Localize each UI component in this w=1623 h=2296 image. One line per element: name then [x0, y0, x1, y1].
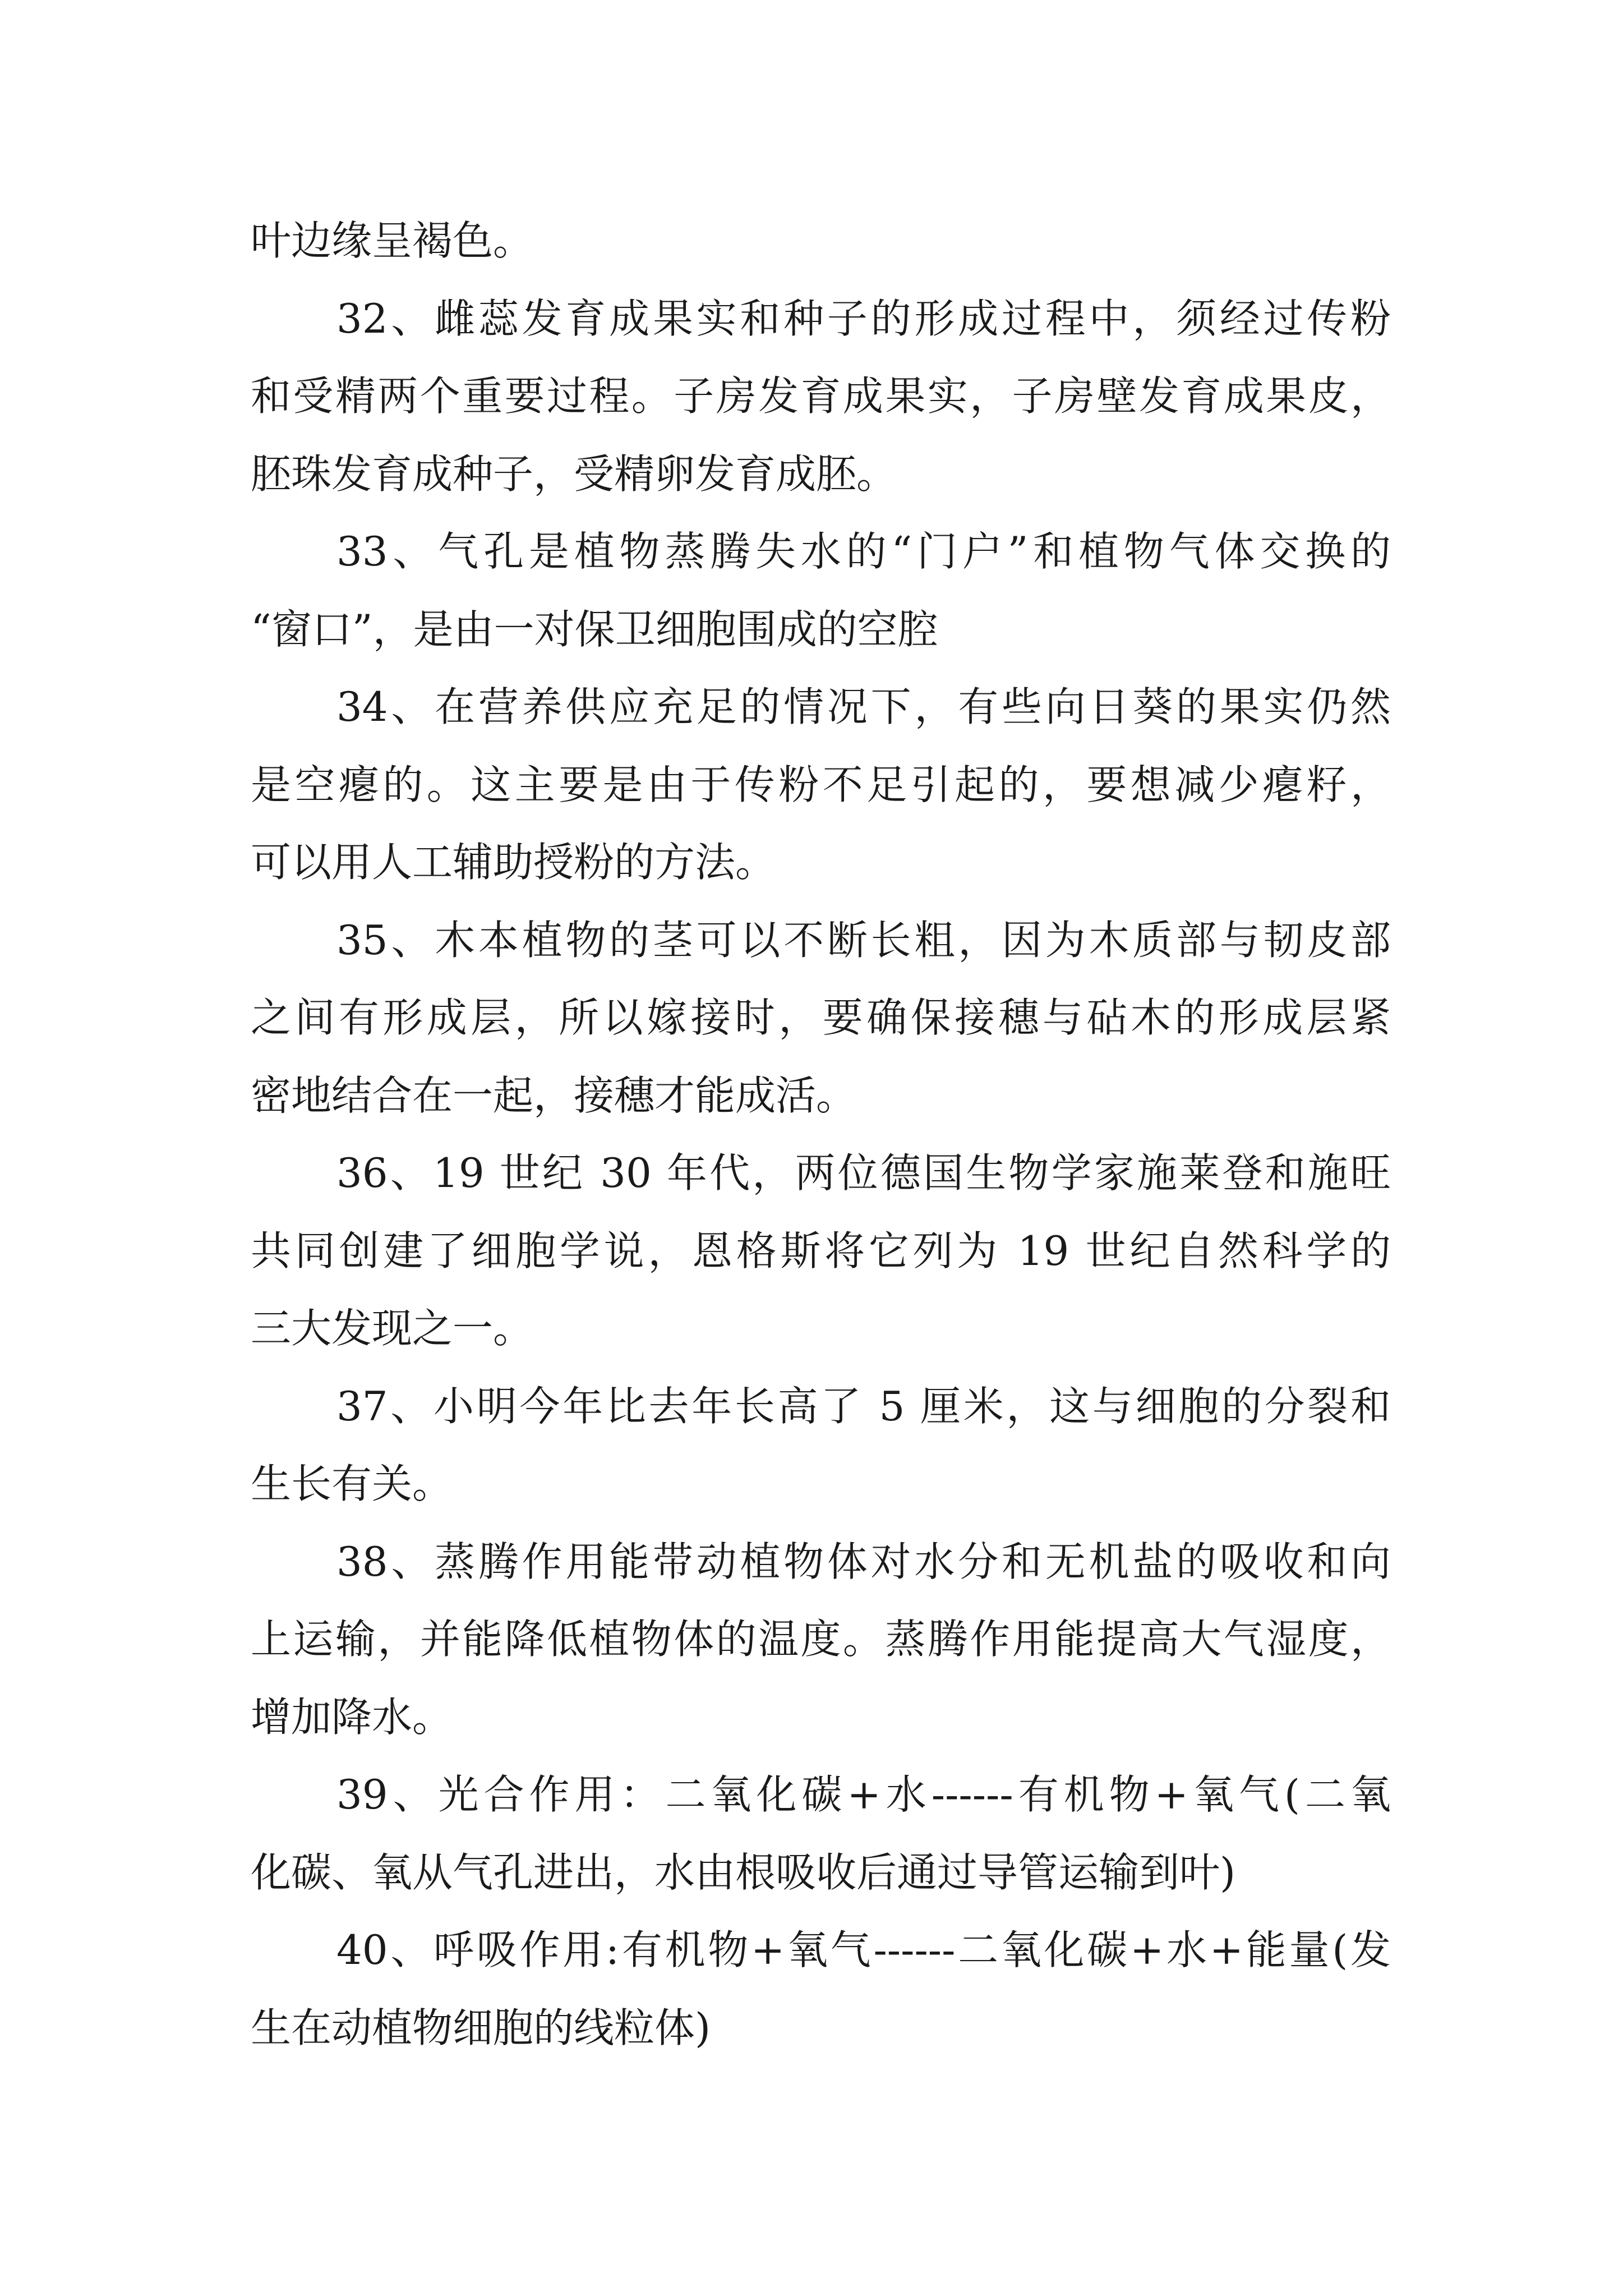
- text-line: 38、蒸腾作用能带动植物体对水分和无机盐的吸收和向: [336, 1538, 1391, 1585]
- text-line: 40、呼吸作用:有机物+氧气------二氧化碳+水+能量(发: [336, 1926, 1391, 1973]
- text-line: 化碳、氧从气孔进出，水由根吸收后通过导管运输到叶): [251, 1848, 1236, 1896]
- text-line: 可以用人工辅助授粉的方法。: [251, 839, 776, 886]
- list-item-38: [251, 1523, 1391, 1756]
- list-item-40: [251, 1911, 1391, 2067]
- text-line: 之间有形成层，所以嫁接时，要确保接穗与砧木的形成层紧: [251, 994, 1391, 1041]
- list-item-35: [251, 901, 1391, 1135]
- text-line: 35、木本植物的茎可以不断长粗，因为木质部与韧皮部: [336, 916, 1391, 964]
- list-item-37: [251, 1368, 1391, 1523]
- text-line: “窗口”，是由一对保卫细胞围成的空腔: [251, 605, 938, 653]
- continuation-line: 叶边缘呈褐色。: [251, 217, 534, 264]
- text-line: 增加降水。: [251, 1693, 453, 1741]
- text-line: 生长有关。: [251, 1460, 453, 1507]
- text-line: 34、在营养供应充足的情况下，有些向日葵的果实仍然: [336, 683, 1391, 730]
- list-item-34: [251, 668, 1391, 901]
- text-line: 37、小明今年比去年长高了 5 厘米，这与细胞的分裂和: [336, 1382, 1391, 1430]
- text-line: 胚珠发育成种子，受精卵发育成胚。: [251, 450, 897, 498]
- text-line: 36、19 世纪 30 年代，两位德国生物学家施莱登和施旺: [336, 1149, 1391, 1197]
- text-line: 39、光合作用：二氧化碳+水------有机物+氧气(二氧: [336, 1771, 1391, 1818]
- text-line: 三大发现之一。: [251, 1305, 534, 1352]
- document-body: [251, 202, 1391, 2067]
- text-line: 共同创建了细胞学说，恩格斯将它列为 19 世纪自然科学的: [251, 1227, 1391, 1274]
- list-item-39: [251, 1756, 1391, 1911]
- text-line: 生在动植物细胞的线粒体): [251, 2004, 711, 2051]
- text-line: 33、气孔是植物蒸腾失水的“门户”和植物气体交换的: [336, 528, 1391, 575]
- text-line: 密地结合在一起，接穗才能成活。: [251, 1071, 857, 1119]
- text-line: 32、雌蕊发育成果实和种子的形成过程中，须经过传粉: [336, 295, 1391, 342]
- list-item-32: [251, 280, 1391, 513]
- text-line: 是空瘪的。这主要是由于传粉不足引起的，要想减少瘪籽，: [251, 761, 1391, 808]
- text-line: 和受精两个重要过程。子房发育成果实，子房壁发育成果皮，: [251, 372, 1391, 420]
- list-item-33: [251, 513, 1391, 668]
- list-item-36: [251, 1134, 1391, 1368]
- text-line: 上运输，并能降低植物体的温度。蒸腾作用能提高大气湿度，: [251, 1616, 1391, 1663]
